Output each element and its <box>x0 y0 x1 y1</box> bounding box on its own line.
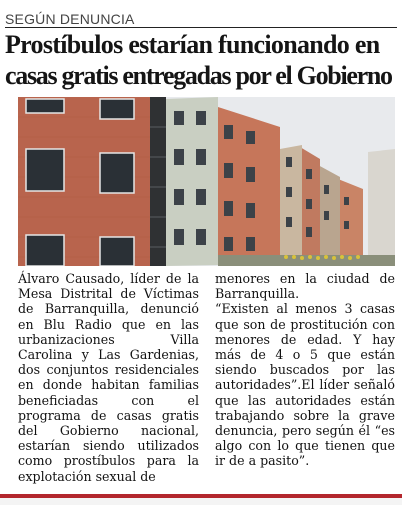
section-kicker <box>5 9 397 28</box>
body-column-2 <box>215 271 395 469</box>
body-column-1 <box>18 271 199 484</box>
headline-line-1: Prostíbulos estarían funcionando en <box>5 30 380 59</box>
body-paragraph-3: “Existen al menos 3 casas que son de prostitución con menores de edad. Y hay más de 4 o 5 que están siendo buscados por las autoridades”.El líder señaló que las autoridades están trabajando sobre la grave denuncia, pero según él “es algo con lo que tienen que ir de a pasito”. <box>215 301 395 469</box>
body-paragraph-2: menores en la ciudad de Barranquilla. <box>215 271 395 302</box>
article-photo <box>18 97 395 266</box>
headline-line-2: casas gratis entregadas por el Gobierno <box>5 61 392 90</box>
footer-strip <box>0 498 402 505</box>
kicker-text: SEGÚN DENUNCIA <box>5 11 135 27</box>
body-paragraph-1: Álvaro Causado, líder de la Mesa Distrital de Víctimas de Barranquilla, denunció en Blu Radio que en las urbanizaciones Villa Carolina y Las Gardenias, dos conjuntos residenciales en donde habitan familias beneficiadas con el programa de casas gratis del Gobierno nacional, estarían siendo utilizados como prostíbulos para la explotación sexual de <box>18 271 199 484</box>
